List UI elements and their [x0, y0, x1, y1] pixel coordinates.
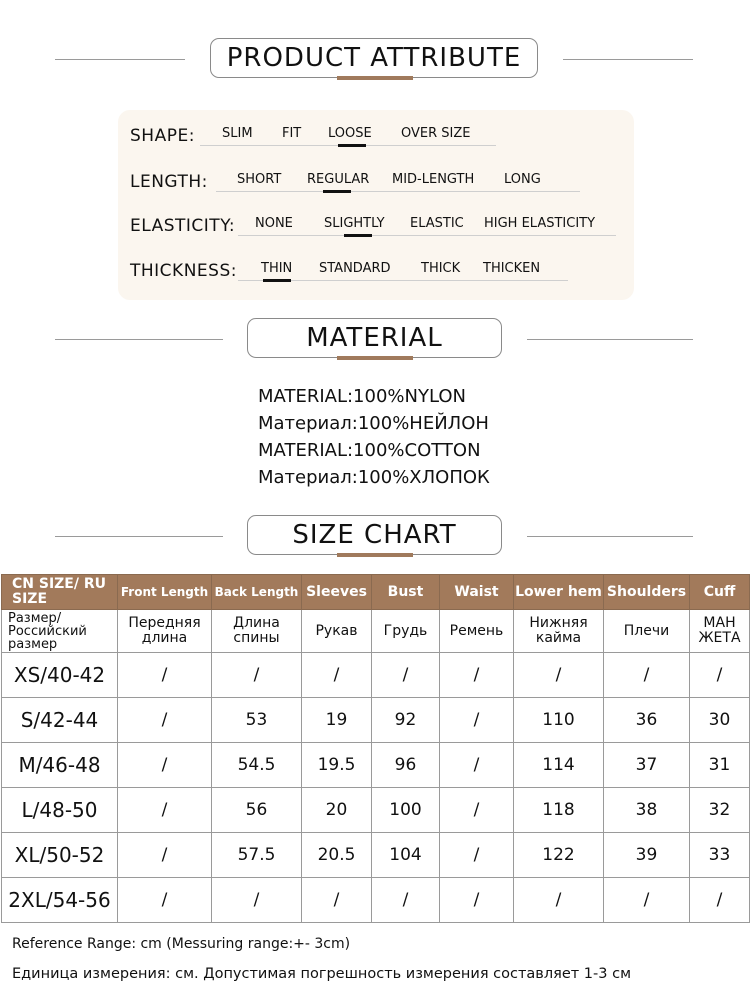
table-row: [2, 833, 750, 878]
table-cell: /: [118, 698, 212, 743]
material-line: [258, 386, 466, 407]
table-cell: /: [302, 878, 372, 923]
table-cell: /: [118, 878, 212, 923]
table-cell: /: [440, 878, 514, 923]
size-chart-table: [1, 574, 750, 923]
table-cell: 92: [372, 698, 440, 743]
size-cell: XS/40-42: [2, 653, 118, 698]
table-row: [2, 698, 750, 743]
table-cell: 38: [604, 788, 690, 833]
table-cell: /: [118, 653, 212, 698]
ru-header-cell: Длина спины: [212, 610, 302, 653]
table-cell: 104: [372, 833, 440, 878]
table-row: [2, 878, 750, 923]
title-underbar: [337, 76, 413, 80]
selected-marker: [344, 234, 372, 237]
size-chart-header: [0, 515, 750, 559]
table-cell: /: [118, 743, 212, 788]
divider-left: [55, 59, 185, 60]
table-cell: 100: [372, 788, 440, 833]
table-cell: /: [514, 653, 604, 698]
attr-option-selected: THIN: [261, 261, 293, 276]
divider-right: [527, 536, 693, 537]
table-cell: 122: [514, 833, 604, 878]
divider-left: [55, 339, 223, 340]
material-value: 100%COTTON: [353, 440, 481, 461]
table-cell: 53: [212, 698, 302, 743]
attr-option: MID-LENGTH: [392, 172, 475, 187]
table-cell: 33: [690, 833, 750, 878]
size-cell: 2XL/54-56: [2, 878, 118, 923]
table-cell: /: [212, 878, 302, 923]
table-cell: /: [690, 878, 750, 923]
ru-header-cell: Передняя длина: [118, 610, 212, 653]
section-title: PRODUCT ATTRIBUTE: [210, 38, 538, 78]
table-cell: 56: [212, 788, 302, 833]
title-underbar: [337, 356, 413, 360]
table-cell: 37: [604, 743, 690, 788]
table-cell: /: [604, 653, 690, 698]
material-label: MATERIAL:: [258, 386, 354, 407]
attr-option: ELASTIC: [410, 216, 464, 231]
table-cell: /: [440, 653, 514, 698]
divider-right: [527, 339, 693, 340]
ru-header-cell: МАН ЖЕТА: [690, 610, 750, 653]
attr-row-shape: [118, 124, 634, 152]
attr-baseline: [238, 235, 616, 236]
size-cell: XL/50-52: [2, 833, 118, 878]
material-label: Материал:: [258, 413, 358, 434]
size-cell: S/42-44: [2, 698, 118, 743]
ru-header-cell: Рукав: [302, 610, 372, 653]
table-cell: 31: [690, 743, 750, 788]
size-cell: L/48-50: [2, 788, 118, 833]
table-cell: 36: [604, 698, 690, 743]
attr-row-thickness: [118, 259, 634, 287]
attr-option: SLIM: [222, 126, 253, 141]
attr-option: FIT: [282, 126, 302, 141]
material-header: [0, 318, 750, 362]
table-cell: 57.5: [212, 833, 302, 878]
table-cell: 30: [690, 698, 750, 743]
material-line: [258, 467, 490, 488]
ru-header-cell: Плечи: [604, 610, 690, 653]
table-cell: /: [440, 743, 514, 788]
reference-note-en: Reference Range: cm (Messuring range:+- 3cm): [12, 936, 351, 952]
ru-header-cell: Ремень: [440, 610, 514, 653]
ru-header-cell: Размер/ Российский размер: [2, 610, 118, 653]
header-row-ru: [2, 610, 750, 653]
header-cell: Lower hem: [514, 575, 604, 610]
size-cell: M/46-48: [2, 743, 118, 788]
material-value: 100%ХЛОПОК: [357, 467, 490, 488]
attr-option-selected: SLIGHTLY: [324, 216, 385, 231]
divider-right: [563, 59, 693, 60]
attr-option: OVER SIZE: [401, 126, 471, 141]
table-cell: 32: [690, 788, 750, 833]
table-cell: 110: [514, 698, 604, 743]
header-row-en: [2, 575, 750, 610]
table-row: [2, 743, 750, 788]
table-cell: 54.5: [212, 743, 302, 788]
table-cell: 19: [302, 698, 372, 743]
attr-label: THICKNESS:: [130, 261, 237, 281]
header-cell: Shoulders: [604, 575, 690, 610]
attr-option-selected: LOOSE: [328, 126, 372, 141]
attr-option: LONG: [504, 172, 541, 187]
table-cell: /: [372, 653, 440, 698]
reference-note-ru: Единица измерения: см. Допустимая погрешность измерения составляет 1-3 см: [12, 966, 632, 982]
header-cell: Cuff: [690, 575, 750, 610]
section-title: MATERIAL: [247, 318, 502, 358]
table-cell: 114: [514, 743, 604, 788]
table-cell: /: [440, 788, 514, 833]
attribute-panel: [118, 110, 634, 300]
table-cell: 118: [514, 788, 604, 833]
table-cell: /: [118, 833, 212, 878]
attr-option: HIGH ELASTICITY: [484, 216, 596, 231]
table-cell: /: [372, 878, 440, 923]
header-cell: Sleeves: [302, 575, 372, 610]
table-cell: /: [440, 833, 514, 878]
material-line: [258, 413, 489, 434]
header-cell: Back Length: [212, 575, 302, 610]
attr-option: THICKEN: [483, 261, 541, 276]
attr-option: STANDARD: [319, 261, 391, 276]
table-cell: /: [690, 653, 750, 698]
attr-option-selected: REGULAR: [307, 172, 370, 187]
table-row: [2, 788, 750, 833]
table-cell: 20: [302, 788, 372, 833]
table-cell: /: [212, 653, 302, 698]
attr-baseline: [216, 191, 580, 192]
header-cell: CN SIZE/ RU SIZE: [2, 575, 118, 610]
attr-option: THICK: [421, 261, 461, 276]
header-cell: Bust: [372, 575, 440, 610]
selected-marker: [338, 144, 366, 147]
header-cell: Waist: [440, 575, 514, 610]
material-value: 100%НЕЙЛОН: [357, 413, 489, 434]
table-cell: 20.5: [302, 833, 372, 878]
table-cell: /: [440, 698, 514, 743]
attr-label: SHAPE:: [130, 126, 195, 146]
table-cell: 39: [604, 833, 690, 878]
selected-marker: [323, 190, 351, 193]
material-label: MATERIAL:: [258, 440, 354, 461]
material-label: Материал:: [258, 467, 358, 488]
attr-label: ELASTICITY:: [130, 216, 236, 236]
header-cell: Front Length: [118, 575, 212, 610]
attr-row-elasticity: [118, 214, 634, 242]
selected-marker: [263, 279, 291, 282]
attr-option: SHORT: [237, 172, 282, 187]
attr-row-length: [118, 170, 634, 198]
table-cell: 19.5: [302, 743, 372, 788]
table-cell: 96: [372, 743, 440, 788]
table-cell: /: [118, 788, 212, 833]
table-cell: /: [302, 653, 372, 698]
product-attribute-header: [0, 38, 750, 82]
table-cell: /: [514, 878, 604, 923]
ru-header-cell: Нижняя кайма: [514, 610, 604, 653]
table-cell: /: [604, 878, 690, 923]
attr-label: LENGTH:: [130, 172, 208, 192]
material-line: [258, 440, 481, 461]
divider-left: [55, 536, 223, 537]
table-row: [2, 653, 750, 698]
title-underbar: [337, 553, 413, 557]
section-title: SIZE CHART: [247, 515, 502, 555]
attr-option: NONE: [255, 216, 293, 231]
ru-header-cell: Грудь: [372, 610, 440, 653]
material-value: 100%NYLON: [353, 386, 466, 407]
